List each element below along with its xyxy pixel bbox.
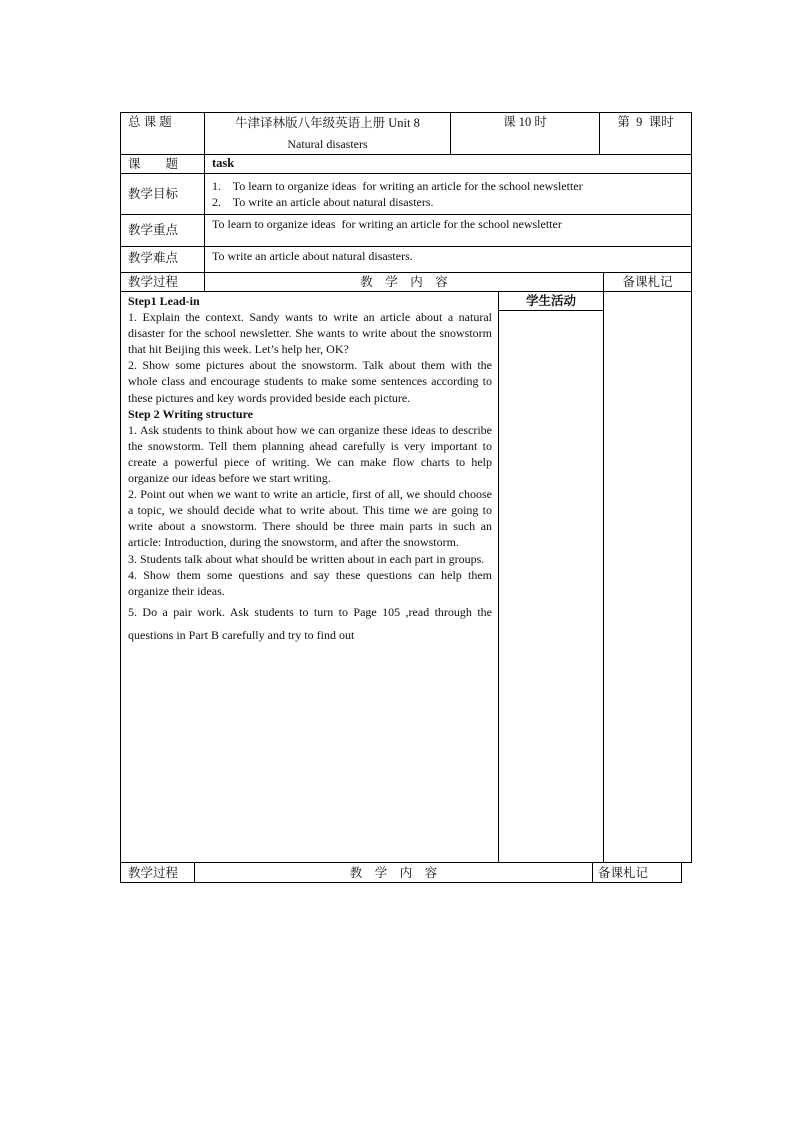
footer-notes-label: 备课札记 xyxy=(598,866,649,880)
footer-process-label: 教学过程 xyxy=(128,866,179,880)
table-border xyxy=(120,291,692,292)
step1-paragraph: 1. Explain the context. Sandy wants to write an article about a natural disaster for the school newsletter. She wants to write about the snowstorm that hit Beijing this week. Let’s help her, OK? xyxy=(128,310,492,357)
step2-paragraph: 4. Show them some questions and say these questions can help them organize their ideas. xyxy=(128,567,492,598)
key-points-label: 教学重点 xyxy=(128,223,179,237)
objective-item: 2. To write an article about natural disasters. xyxy=(212,195,434,209)
topic-label: 课 题 xyxy=(128,157,179,171)
process-label: 教学过程 xyxy=(128,275,179,289)
course-title-line2: Natural disasters xyxy=(287,137,368,151)
step2-paragraph: 1. Ask students to think about how we can organize these ideas to describe the snowstorm. Tell them planning ahead carefully is very important to create a powerful piece of writing. We can make flow charts to help organize our ideas before we start writing. xyxy=(128,422,492,486)
step2-paragraph: 3. Students talk about what should be written about in each part in groups. xyxy=(128,551,485,566)
objectives-label: 教学目标 xyxy=(128,187,179,201)
student-activity-label: 学生活动 xyxy=(525,294,576,308)
table-border xyxy=(120,862,692,863)
objective-item: 1. To learn to organize ideas for writing an article for the school newsletter xyxy=(212,179,583,193)
table-border xyxy=(120,112,692,113)
step1-paragraph: 2. Show some pictures about the snowstorm. Talk about them with the whole class and encourage students to make some sentences according to these pictures and key words provided beside each picture. xyxy=(128,358,492,405)
difficulties-value: To write an article about natural disasters. xyxy=(212,249,413,263)
course-label: 总 课 题 xyxy=(128,115,172,129)
table-border xyxy=(592,862,593,883)
table-border xyxy=(120,112,121,863)
step2-heading: Step 2 Writing structure xyxy=(128,406,253,421)
table-border xyxy=(120,246,692,247)
table-border xyxy=(120,173,692,174)
table-border xyxy=(120,214,692,215)
notes-label: 备课札记 xyxy=(622,275,673,289)
table-border xyxy=(120,154,692,155)
difficulties-label: 教学难点 xyxy=(128,251,179,265)
total-hours: 课 10 时 xyxy=(503,115,547,129)
table-border xyxy=(681,862,682,883)
table-border xyxy=(603,272,604,863)
table-border xyxy=(120,862,121,883)
step1-heading: Step1 Lead-in xyxy=(128,294,200,308)
key-points-value: To learn to organize ideas for writing an article for the school newsletter xyxy=(212,217,562,231)
table-border xyxy=(120,882,682,883)
teaching-content xyxy=(128,293,492,647)
topic-value: task xyxy=(212,156,235,170)
table-border xyxy=(498,310,603,311)
step2-paragraph: 5. Do a pair work. Ask students to turn to Page 105 ,read through the questions in Part B carefully and try to find out xyxy=(128,604,492,642)
table-border xyxy=(691,112,692,863)
table-border xyxy=(120,272,692,273)
table-border xyxy=(498,291,499,863)
footer-content-label: 教 学 内 容 xyxy=(349,866,438,880)
step2-paragraph: 2. Point out when we want to write an article, first of all, we should choose a topic, we should decide what to write about. This time we are going to write about a snowstorm. There should be three main parts in such an article: Introduction, during the snowstorm, and after the snowstorm. xyxy=(128,487,492,550)
period: 第 9 课时 xyxy=(617,115,674,129)
content-label: 教 学 内 容 xyxy=(360,275,448,289)
course-title-line1: 牛津译林版八年级英语上册 Unit 8 xyxy=(235,116,420,130)
